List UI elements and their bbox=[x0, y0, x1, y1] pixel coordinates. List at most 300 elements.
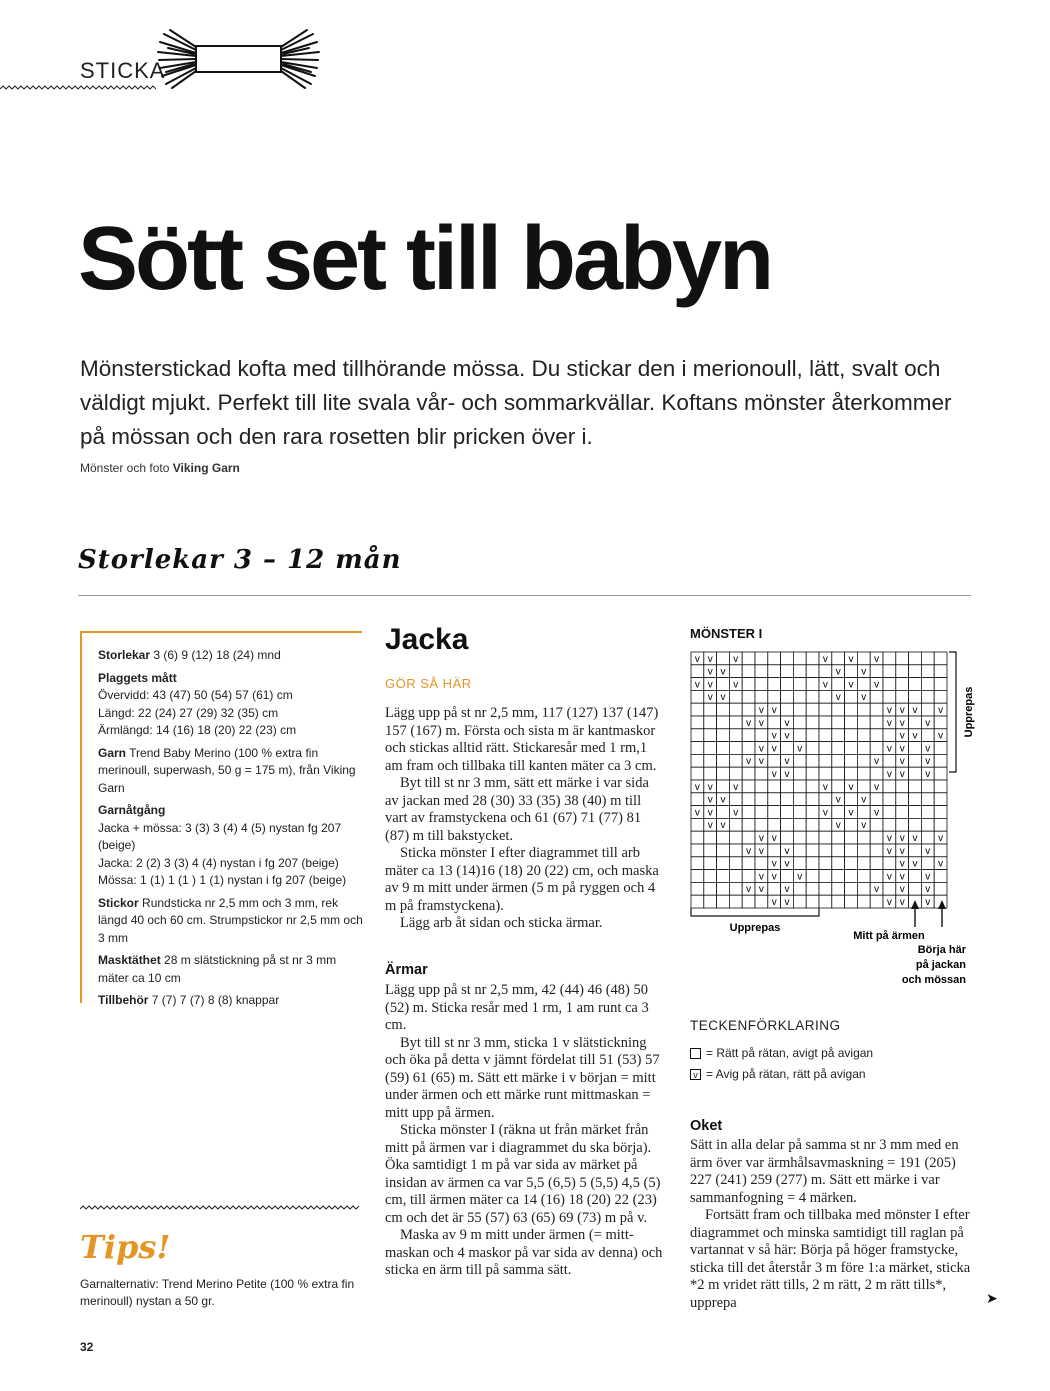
chart-cell bbox=[921, 690, 934, 703]
chart-cell bbox=[909, 652, 922, 665]
purl-mark: v bbox=[694, 807, 700, 819]
chart-cell bbox=[768, 793, 781, 806]
purl-mark: v bbox=[886, 833, 892, 844]
chart-cell bbox=[768, 665, 781, 678]
chart-cell bbox=[857, 742, 870, 755]
chart-cell bbox=[793, 780, 806, 793]
chart-cell bbox=[806, 690, 819, 703]
chart-cell bbox=[793, 716, 806, 729]
chart-cell bbox=[857, 716, 870, 729]
chart-cell bbox=[717, 652, 730, 665]
purl-mark: v bbox=[784, 756, 790, 768]
chart-cell bbox=[819, 665, 832, 678]
chart-cell bbox=[729, 665, 742, 678]
purl-mark: v bbox=[874, 884, 880, 896]
chart-cell bbox=[845, 767, 858, 780]
armar-body bbox=[385, 982, 665, 1280]
chart-cell bbox=[832, 742, 845, 755]
purl-mark: v bbox=[874, 653, 880, 665]
chart-cell bbox=[934, 780, 947, 793]
chart-cell bbox=[921, 818, 934, 831]
chart-cell bbox=[781, 678, 794, 691]
purl-mark: v bbox=[861, 820, 867, 832]
purl-mark: v bbox=[938, 833, 944, 844]
purl-mark: v bbox=[886, 871, 892, 883]
tips-text: Garnalternativ: Trend Merino Petite (100 % extra fin merinoull) nystan a 50 gr. bbox=[80, 1277, 355, 1308]
chart-cell bbox=[909, 742, 922, 755]
chart-cell bbox=[832, 780, 845, 793]
chart-cell bbox=[845, 844, 858, 857]
chart-cell bbox=[717, 729, 730, 742]
chart-cell bbox=[857, 703, 870, 716]
info-box bbox=[80, 631, 363, 1007]
chart-cell bbox=[921, 678, 934, 691]
purl-mark: v bbox=[707, 692, 713, 704]
chart-cell bbox=[691, 703, 704, 716]
chart-title: MÖNSTER I bbox=[690, 626, 763, 641]
purl-mark: v bbox=[746, 845, 752, 857]
purl-mark: v bbox=[938, 858, 944, 870]
garn-value: Trend Baby Merino (100 % extra fin merinoull, superwash, 50 g = 175 m), från Viking Garn bbox=[98, 745, 356, 795]
garnatgang-line: Mössa: 1 (1) 1 (1 ) 1 (1) nystan i fg 207 (beige) bbox=[98, 873, 347, 887]
chart-cell bbox=[934, 806, 947, 819]
chart-cell bbox=[691, 895, 704, 908]
chart-cell bbox=[870, 895, 883, 908]
chart-cell bbox=[793, 806, 806, 819]
chart-cell bbox=[729, 831, 742, 844]
chart-cell bbox=[704, 742, 717, 755]
chart-cell bbox=[934, 690, 947, 703]
purl-mark: v bbox=[848, 653, 854, 665]
chart-cell bbox=[717, 831, 730, 844]
chart-cell bbox=[819, 754, 832, 767]
storlekar-value: 3 (6) 9 (12) 18 (24) mnd bbox=[153, 648, 281, 662]
chart-cell bbox=[691, 729, 704, 742]
chart-cell bbox=[806, 703, 819, 716]
chart-cell bbox=[704, 754, 717, 767]
chart-cell bbox=[729, 844, 742, 857]
chart-cell bbox=[883, 665, 896, 678]
purl-mark: v bbox=[899, 858, 905, 870]
purl-mark: v bbox=[848, 781, 854, 793]
chart-cell bbox=[909, 665, 922, 678]
purl-mark: v bbox=[822, 653, 828, 665]
chart-cell bbox=[793, 678, 806, 691]
chart-cell bbox=[793, 882, 806, 895]
purl-mark: v bbox=[886, 717, 892, 729]
purl-mark: v bbox=[861, 794, 867, 806]
chart-cell bbox=[806, 895, 819, 908]
chart-cell bbox=[742, 665, 755, 678]
chart-cell bbox=[845, 895, 858, 908]
purl-mark: v bbox=[899, 871, 905, 883]
section-divider bbox=[78, 595, 971, 596]
purl-mark: v bbox=[874, 756, 880, 768]
purl-mark: v bbox=[797, 871, 803, 883]
chart-cell bbox=[934, 844, 947, 857]
chart-cell bbox=[883, 652, 896, 665]
chart-cell bbox=[742, 857, 755, 870]
purl-symbol: v bbox=[690, 1069, 701, 1080]
purl-mark: v bbox=[771, 871, 777, 883]
chart-cell bbox=[717, 754, 730, 767]
chart-cell bbox=[896, 665, 909, 678]
chart-cell bbox=[717, 806, 730, 819]
chart-cell bbox=[870, 703, 883, 716]
tips-heading: Tips! bbox=[80, 1228, 171, 1266]
chart-cell bbox=[755, 793, 768, 806]
page-title: Sött set till babyn bbox=[78, 209, 772, 309]
chart-cell bbox=[909, 780, 922, 793]
chart-cell bbox=[934, 767, 947, 780]
chart-cell bbox=[729, 754, 742, 767]
chart-cell bbox=[806, 729, 819, 742]
chart-cell bbox=[934, 652, 947, 665]
purl-mark: v bbox=[835, 794, 841, 806]
purl-mark: v bbox=[784, 897, 790, 908]
chart-cell bbox=[704, 844, 717, 857]
chart-cell bbox=[857, 870, 870, 883]
purl-mark: v bbox=[694, 679, 700, 691]
purl-mark: v bbox=[848, 679, 854, 691]
purl-mark: v bbox=[899, 845, 905, 857]
chart-cell bbox=[806, 806, 819, 819]
chart-cell bbox=[704, 703, 717, 716]
purl-mark: v bbox=[938, 705, 944, 716]
purl-mark: v bbox=[861, 692, 867, 704]
chart-cell bbox=[806, 844, 819, 857]
chart-cell bbox=[819, 857, 832, 870]
chart-cell bbox=[806, 742, 819, 755]
chart-cell bbox=[768, 844, 781, 857]
chart-cell bbox=[742, 742, 755, 755]
chart-cell bbox=[870, 729, 883, 742]
chart-cell bbox=[781, 793, 794, 806]
mid-sleeve-label: Mitt på ärmen bbox=[853, 930, 925, 942]
chart-cell bbox=[819, 767, 832, 780]
paragraph: Sticka mönster I efter diagrammet till arb mäter ca 13 (14)16 (18) 20 (22) cm, och maska av 9 m mitt under ärmen (5 m på ryggen och 4 m på framstyckena). bbox=[385, 845, 659, 914]
purl-mark: v bbox=[874, 679, 880, 691]
chart-cell bbox=[883, 882, 896, 895]
chart-cell bbox=[921, 793, 934, 806]
chart-cell bbox=[883, 729, 896, 742]
chart-cell bbox=[883, 690, 896, 703]
chart-cell bbox=[832, 895, 845, 908]
chart-cell bbox=[691, 857, 704, 870]
chart-cell bbox=[832, 716, 845, 729]
chart-cell bbox=[755, 690, 768, 703]
chart-cell bbox=[691, 818, 704, 831]
chart-cell bbox=[704, 895, 717, 908]
chart-cell bbox=[845, 690, 858, 703]
purl-mark: v bbox=[784, 717, 790, 729]
chart-cell bbox=[832, 703, 845, 716]
chart-cell bbox=[781, 818, 794, 831]
purl-mark: v bbox=[707, 666, 713, 678]
chart-cell bbox=[691, 716, 704, 729]
chart-cell bbox=[742, 831, 755, 844]
purl-mark: v bbox=[925, 884, 931, 896]
legend-text: = Rätt på rätan, avigt på avigan bbox=[706, 1046, 874, 1060]
chart-cell bbox=[755, 767, 768, 780]
chart-cell bbox=[845, 716, 858, 729]
chart-cell bbox=[819, 870, 832, 883]
chart-cell bbox=[806, 882, 819, 895]
purl-mark: v bbox=[835, 666, 841, 678]
chart-cell bbox=[717, 703, 730, 716]
sizes-heading: Storlekar 3 – 12 mån bbox=[78, 545, 402, 575]
chart-cell bbox=[729, 703, 742, 716]
purl-mark: v bbox=[925, 871, 931, 883]
chart-cell bbox=[793, 665, 806, 678]
chart-cell bbox=[781, 806, 794, 819]
chart-cell bbox=[793, 857, 806, 870]
purl-mark: v bbox=[784, 769, 790, 780]
jacka-heading: Jacka bbox=[385, 623, 469, 656]
chart-cell bbox=[806, 754, 819, 767]
chart-cell bbox=[729, 742, 742, 755]
chart-cell bbox=[717, 716, 730, 729]
chart-cell bbox=[806, 818, 819, 831]
chart-cell bbox=[857, 882, 870, 895]
chart-cell bbox=[755, 665, 768, 678]
chart-cell bbox=[793, 729, 806, 742]
chart-cell bbox=[729, 793, 742, 806]
matt-line: Ärmlängd: 14 (16) 18 (20) 22 (23) cm bbox=[98, 723, 297, 737]
chart-cell bbox=[857, 729, 870, 742]
chart-cell bbox=[845, 882, 858, 895]
chart-cell bbox=[729, 870, 742, 883]
chart-cell bbox=[909, 716, 922, 729]
jacka-subheading: GÖR SÅ HÄR bbox=[385, 676, 472, 691]
chart-cell bbox=[909, 678, 922, 691]
purl-mark: v bbox=[758, 743, 764, 755]
jacka-body bbox=[385, 705, 665, 933]
chart-cell bbox=[819, 703, 832, 716]
chart-cell bbox=[742, 870, 755, 883]
chart-cell bbox=[870, 716, 883, 729]
chart-cell bbox=[934, 793, 947, 806]
chart-cell bbox=[845, 857, 858, 870]
purl-mark: v bbox=[912, 730, 918, 742]
stickor-value: Rundsticka nr 2,5 mm och 3 mm, rek längd 40 och 60 cm. Strumpstickor nr 2,5 mm och 3 mm bbox=[98, 895, 363, 945]
purl-mark: v bbox=[720, 820, 726, 832]
purl-mark: v bbox=[746, 717, 752, 729]
purl-mark: v bbox=[899, 705, 905, 716]
chart-cell bbox=[832, 767, 845, 780]
chart-cell bbox=[845, 793, 858, 806]
purl-mark: v bbox=[899, 833, 905, 844]
chart-cell bbox=[729, 857, 742, 870]
chart-cell bbox=[806, 780, 819, 793]
chart-cell bbox=[717, 844, 730, 857]
purl-mark: v bbox=[771, 858, 777, 870]
garnatgang-label: Garnåtgång bbox=[98, 803, 166, 817]
chart-cell bbox=[691, 742, 704, 755]
garnatgang-line: Jacka + mössa: 3 (3) 3 (4) 4 (5) nystan fg 207 (beige) bbox=[98, 820, 342, 852]
chart-cell bbox=[717, 780, 730, 793]
chart-cell bbox=[857, 806, 870, 819]
chart-cell bbox=[704, 857, 717, 870]
zigzag-divider bbox=[0, 85, 156, 93]
stickor-label: Stickor bbox=[98, 895, 139, 910]
purl-mark: v bbox=[784, 858, 790, 870]
chart-cell bbox=[832, 729, 845, 742]
purl-mark: v bbox=[694, 781, 700, 793]
purl-mark: v bbox=[899, 897, 905, 908]
chart-cell bbox=[934, 678, 947, 691]
purl-mark: v bbox=[912, 833, 918, 844]
chart-cell bbox=[806, 857, 819, 870]
chart-cell bbox=[896, 690, 909, 703]
chart-cell bbox=[832, 844, 845, 857]
chart-cell bbox=[883, 818, 896, 831]
chart-cell bbox=[934, 818, 947, 831]
chart-cell bbox=[909, 870, 922, 883]
chart-cell bbox=[806, 716, 819, 729]
purl-mark: v bbox=[874, 807, 880, 819]
purl-mark: v bbox=[784, 884, 790, 896]
purl-mark: v bbox=[822, 679, 828, 691]
chart-cell bbox=[768, 806, 781, 819]
purl-mark: v bbox=[925, 717, 931, 729]
chart-cell bbox=[793, 703, 806, 716]
chart-cell bbox=[755, 857, 768, 870]
chart-cell bbox=[832, 870, 845, 883]
purl-mark: v bbox=[771, 730, 777, 742]
chart-cell bbox=[819, 729, 832, 742]
purl-mark: v bbox=[886, 897, 892, 908]
chart-cell bbox=[742, 690, 755, 703]
chart-cell bbox=[742, 793, 755, 806]
chart-cell bbox=[793, 690, 806, 703]
chart-cell bbox=[909, 882, 922, 895]
purl-mark: v bbox=[771, 769, 777, 780]
chart-cell bbox=[819, 895, 832, 908]
chart-cell bbox=[921, 780, 934, 793]
chart-cell bbox=[819, 742, 832, 755]
chart-cell bbox=[742, 895, 755, 908]
purl-mark: v bbox=[694, 653, 700, 665]
legend-item bbox=[690, 1046, 873, 1060]
chart-cell bbox=[755, 729, 768, 742]
masktathet-value: 28 m slätstickning på st nr 3 mm mäter ca 10 cm bbox=[98, 953, 337, 985]
chart-cell bbox=[857, 652, 870, 665]
chart-cell bbox=[909, 754, 922, 767]
chart-cell bbox=[819, 831, 832, 844]
chart-cell bbox=[755, 818, 768, 831]
chart-cell bbox=[921, 729, 934, 742]
chart-cell bbox=[806, 870, 819, 883]
chart-cell bbox=[806, 652, 819, 665]
purl-mark: v bbox=[758, 756, 764, 768]
armar-heading: Ärmar bbox=[385, 962, 428, 978]
chart-cell bbox=[729, 767, 742, 780]
chart-cell bbox=[729, 690, 742, 703]
chart-cell bbox=[832, 652, 845, 665]
chart-cell bbox=[793, 895, 806, 908]
chart-cell bbox=[832, 754, 845, 767]
yarn-skein-icon bbox=[156, 28, 321, 92]
legend-text: = Avig på rätan, rätt på avigan bbox=[706, 1067, 866, 1081]
chart-cell bbox=[845, 870, 858, 883]
purl-mark: v bbox=[720, 794, 726, 806]
chart-cell bbox=[845, 818, 858, 831]
intro-text: Mönsterstickad kofta med tillhörande mössa. Du stickar den i merionoull, lätt, svalt och väldigt mjukt. Perfekt till lite svala vår- och sommarkvällar. Koftans mönster återkommer på mössan och den rara rosetten blir pricken över i. bbox=[80, 356, 952, 449]
purl-mark: v bbox=[912, 705, 918, 716]
paragraph: Maska av 9 m mitt under ärmen (= mittmaskan och 4 maskor på var sida av denna) och sticka en ärm till på samma sätt. bbox=[385, 1227, 663, 1278]
chart-cell bbox=[793, 793, 806, 806]
purl-mark: v bbox=[758, 871, 764, 883]
chart-cell bbox=[781, 870, 794, 883]
knit-symbol bbox=[690, 1048, 701, 1059]
chart-cell bbox=[806, 678, 819, 691]
chart-cell bbox=[921, 652, 934, 665]
chart-cell bbox=[691, 831, 704, 844]
purl-mark: v bbox=[720, 666, 726, 678]
purl-mark: v bbox=[784, 730, 790, 742]
purl-mark: v bbox=[925, 845, 931, 857]
chart-cell bbox=[691, 767, 704, 780]
chart-cell bbox=[806, 793, 819, 806]
purl-mark: v bbox=[733, 653, 739, 665]
purl-mark: v bbox=[822, 781, 828, 793]
purl-mark: v bbox=[938, 730, 944, 742]
chart-cell bbox=[691, 754, 704, 767]
purl-mark: v bbox=[835, 820, 841, 832]
purl-mark: v bbox=[797, 743, 803, 755]
chart-cell bbox=[870, 742, 883, 755]
chart-cell bbox=[857, 780, 870, 793]
paragraph: Lägg upp på st nr 2,5 mm, 42 (44) 46 (48) 50 (52) m. Sticka resår med 1 rm, 1 am runt ca 3 cm. bbox=[385, 982, 649, 1033]
chart-cell bbox=[857, 754, 870, 767]
chart-cell bbox=[857, 895, 870, 908]
legend-item bbox=[690, 1067, 866, 1081]
chart-cell bbox=[768, 818, 781, 831]
chart-cell bbox=[832, 831, 845, 844]
chart-cell bbox=[921, 831, 934, 844]
purl-mark: v bbox=[912, 858, 918, 870]
purl-mark: v bbox=[746, 756, 752, 768]
chart-cell bbox=[729, 882, 742, 895]
matt-label: Plaggets mått bbox=[98, 670, 177, 685]
chart-cell bbox=[691, 844, 704, 857]
chart-cell bbox=[819, 882, 832, 895]
chart-cell bbox=[819, 818, 832, 831]
chart-cell bbox=[742, 818, 755, 831]
chart-cell bbox=[909, 818, 922, 831]
paragraph: Lägg arb åt sidan och sticka ärmar. bbox=[400, 915, 603, 931]
chart-cell bbox=[870, 767, 883, 780]
chart-cell bbox=[896, 780, 909, 793]
oket-heading: Oket bbox=[690, 1118, 723, 1134]
chart-cell bbox=[793, 818, 806, 831]
chart-cell bbox=[909, 844, 922, 857]
chart-cell bbox=[755, 806, 768, 819]
chart-cell bbox=[742, 780, 755, 793]
purl-mark: v bbox=[746, 884, 752, 896]
chart-cell bbox=[717, 678, 730, 691]
chart-cell bbox=[909, 690, 922, 703]
chart-cell bbox=[717, 857, 730, 870]
chart-cell bbox=[857, 678, 870, 691]
tillbehor-value: 7 (7) 7 (7) 8 (8) knappar bbox=[151, 993, 280, 1007]
chart-cell bbox=[742, 767, 755, 780]
chart-cell bbox=[857, 844, 870, 857]
paragraph: Sticka mönster I (räkna ut från märket från mitt på ärmen var i diagrammet du ska börja). Öka samtidigt 1 m på var sida av märket på insidan av ärmen ca var 5,5 (6,5) 5 (5,5) 4,5 (5) cm, till ärmen mäter ca 14 (16) 18 (20) 22 (23) cm och det är 55 (57) 63 (65) 69 (73) m på v. bbox=[385, 1122, 661, 1226]
credit-line bbox=[80, 461, 240, 475]
chart-cell bbox=[768, 716, 781, 729]
